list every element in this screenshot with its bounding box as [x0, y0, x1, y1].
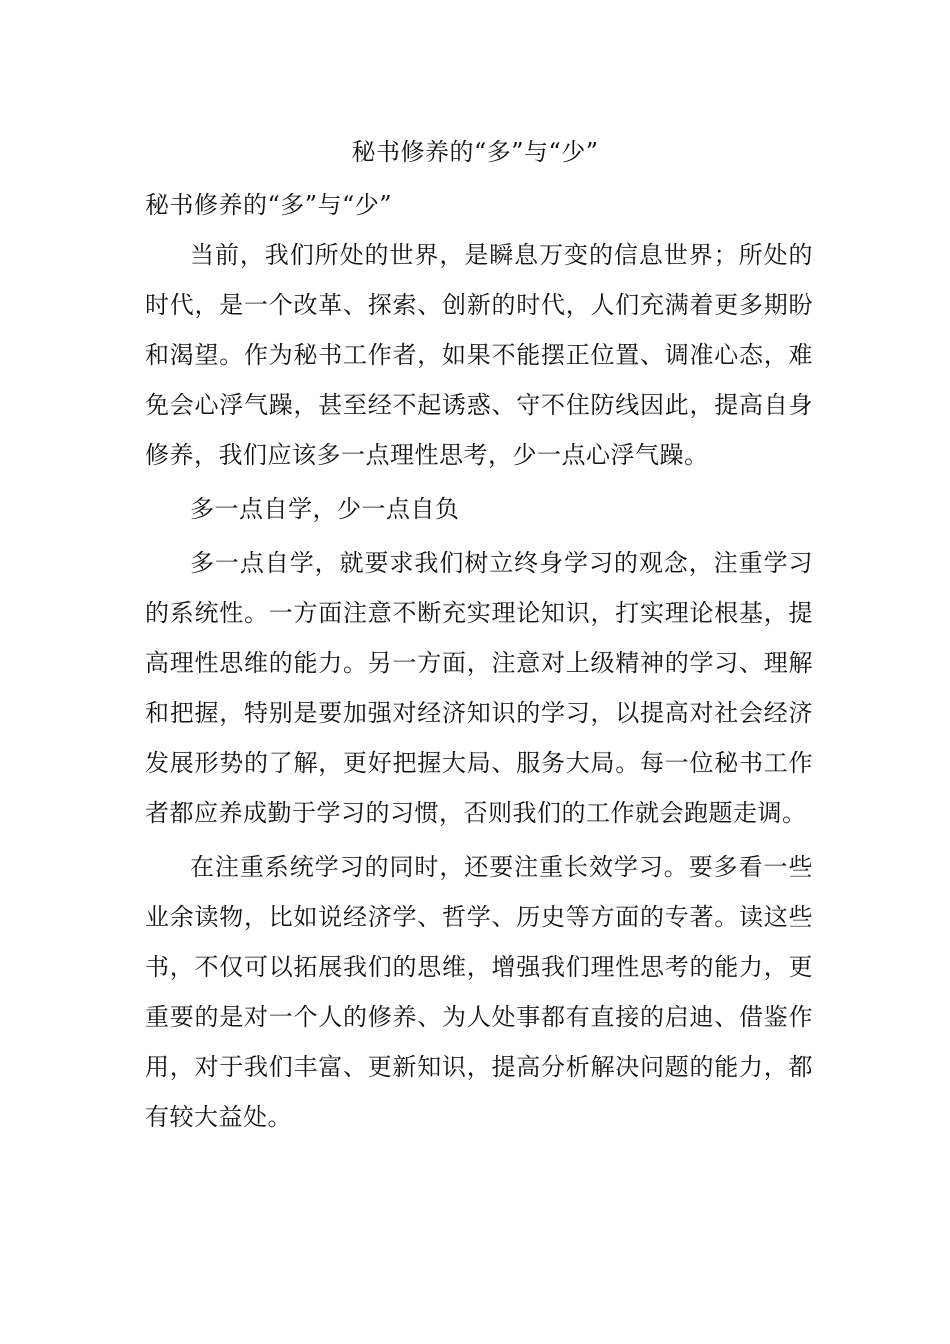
document-body — [145, 180, 813, 1142]
paragraph-self-study: 多一点自学，就要求我们树立终身学习的观念，注重学习的系统性。一方面注意不断充实理论知识，打实理论根基，提高理性思维的能力。另一方面，注意对上级精神的学习、理解和把握，特别是要加强对经济知识的学习，以提高对社会经济发展形势的了解，更好把握大局、服务大局。每一位秘书工作者都应养成勤于学习的习惯，否则我们的工作就会跑题走调。 — [145, 549, 813, 827]
document-title: 秘书修养的“多”与“少” — [351, 138, 599, 166]
document-subtitle: 秘书修养的“多”与“少” — [145, 191, 393, 219]
paragraph-intro: 当前，我们所处的世界，是瞬息万变的信息世界；所处的时代，是一个改革、探索、创新的时代，人们充满着更多期盼和渴望。作为秘书工作者，如果不能摆正位置、调准心态，难免会心浮气躁，甚至经不起诱惑、守不住防线因此，提高自身修养，我们应该多一点理性思考，少一点心浮气躁。 — [145, 241, 813, 469]
paragraph-long-term-study: 在注重系统学习的同时，还要注重长效学习。要多看一些业余读物，比如说经济学、哲学、历史等方面的专著。读这些书，不仅可以拓展我们的思维，增强我们理性思考的能力，更重要的是对一个人的修养、为人处事都有直接的启迪、借鉴作用，对于我们丰富、更新知识，提高分析解决问题的能力，都有较大益处。 — [145, 853, 813, 1131]
section-heading: 多一点自学，少一点自负 — [190, 495, 460, 523]
